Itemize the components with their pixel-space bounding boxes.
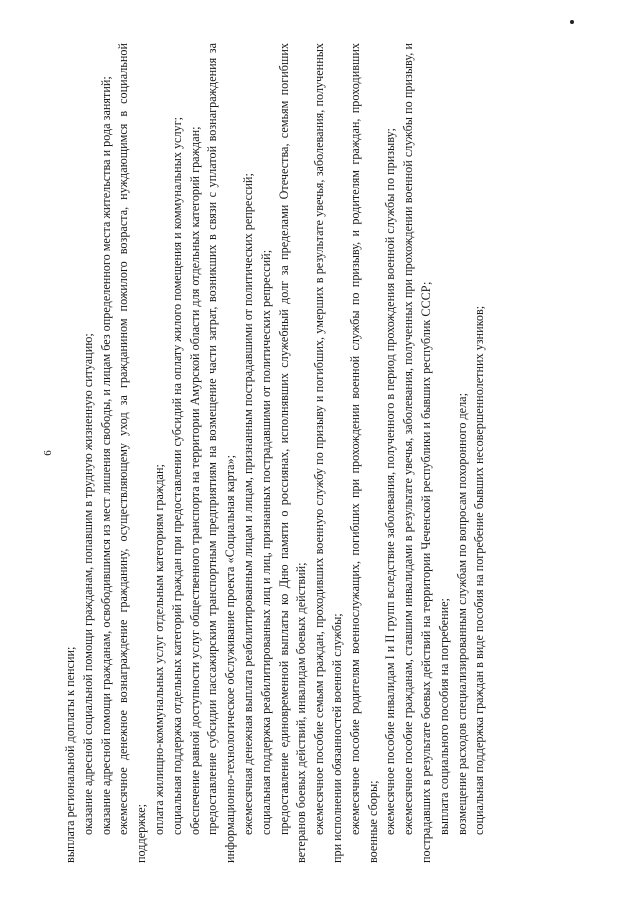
paragraph: ежемесячная денежная выплата реабилитированным лицам и лицам, признанным пострадавшими от политических репрессий; <box>240 172 255 835</box>
paragraph: социальная поддержка отдельных категорий граждан при предоставлении субсидий на оплату жилого помещения и коммунальных услуг; <box>169 116 184 835</box>
rotated-text-block <box>40 43 600 863</box>
paragraph: оказание адресной помощи гражданам, освободившимся из мест лишения свободы, и лицам без определенного места жительства и рода занятий; <box>98 75 113 835</box>
paragraph: обеспечение равной доступности услуг общественного транспорта на территории Амурской области для отдельных категорий граждан; <box>187 125 202 835</box>
paragraph: оплата жилищно-коммунальных услуг отдельным категориям граждан; <box>151 463 166 835</box>
paragraph: предоставление субсидии пассажирским транспортным предприятиям на возмещение части затрат, возникших в связи с уплатой вознаграждения за информационно-технологическое обслуживание проекта «Социальная карта»; <box>205 42 238 863</box>
paragraph: ежемесячное пособие родителям военнослужащих, погибших при прохождении военной службы по призыву, и родителям граждан, проходивших военные сборы; <box>347 42 380 863</box>
paragraph: ежемесячное пособие инвалидам I и II групп вследствие заболевания, полученного в период прохождения военной службы по призыву; <box>383 127 398 835</box>
paragraph: ежемесячное пособие гражданам, ставшим инвалидами в результате увечья, заболевания, полученных при прохождении военной службы по призыву, и пострадавших в результате боевых действий на территории Чеченской республики и бывших республик СССР; <box>401 42 433 863</box>
paragraph: ежемесячное пособие семьям граждан, проходивших военную службу по призыву и погибших, умерших в результате увечья, заболевания, полученных при исполнении обязанностей военной службы; <box>312 42 344 863</box>
scan-mark <box>570 20 574 24</box>
paragraph: ежемесячное денежное вознаграждение гражданину, осуществляющему уход за гражданином пожилого возраста, нуждающимся в социальной поддержке; <box>116 42 149 863</box>
paragraph: социальная поддержка граждан в виде пособия на погребение бывших несовершеннолетних узников; <box>472 305 487 835</box>
paragraph: выплата социального пособия на погребение; <box>436 597 451 835</box>
paragraph: выплата региональной доплаты к пенсии; <box>63 646 77 863</box>
paragraph: возмещение расходов специализированным службам по вопросам похоронного дела; <box>454 392 469 835</box>
paragraph: оказание адресной социальной помощи гражданам, попавшим в трудную жизненную ситуацию; <box>80 332 95 835</box>
paragraph: социальная поддержка реабилитированных лиц и лиц, признанных пострадавшими от политических репрессий; <box>258 249 273 835</box>
paragraph: предоставление единовременной выплаты ко Дню памяти о россиянах, исполнявших служебный долг за пределами Отечества, семьям погибших ветеранов боевых действий, инвалидам боевых действий; <box>276 42 309 863</box>
document-body <box>62 43 489 863</box>
page-number: 6 <box>42 449 54 456</box>
